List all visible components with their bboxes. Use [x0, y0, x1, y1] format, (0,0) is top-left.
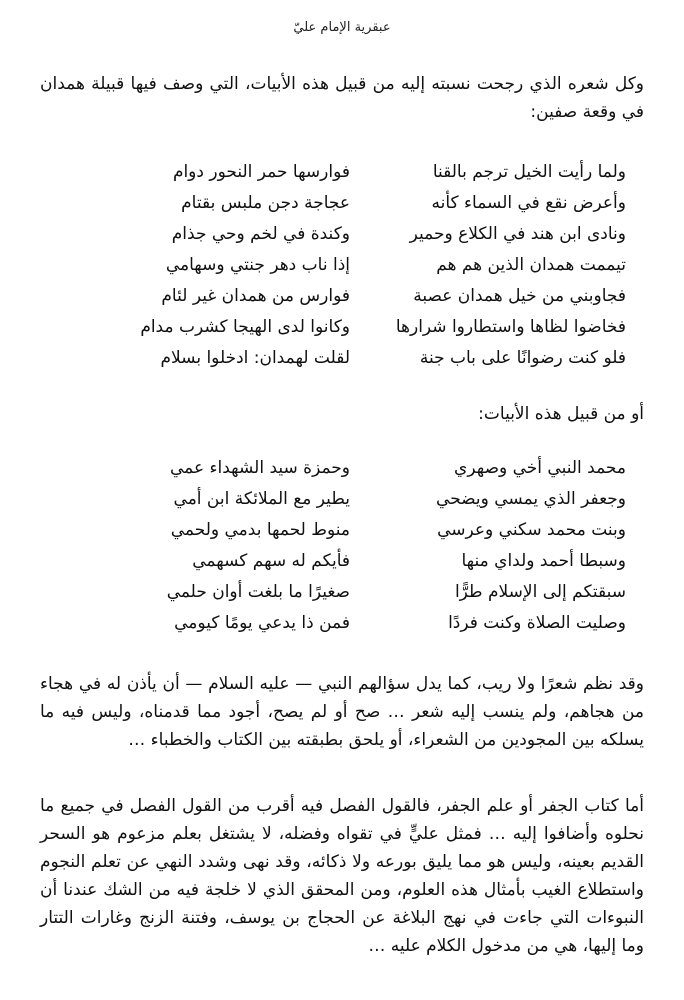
verse-second-hemistich: منوط لحمها بدمي ولحمي: [170, 520, 350, 540]
verse-first-hemistich: وجعفر الذي يمسي ويضحي: [436, 489, 626, 509]
poem-verse: [84, 157, 626, 188]
jafr-paragraph: أما كتاب الجفر أو علم الجفر، فالقول الفصل فيه أقرب من القول الفصل في جميع ما نحلوه وأضافوا إليه … فمثل عليٍّ في تقواه وفضله، لا يشتغل بعلم مزعوم هو السحر القديم بعينه، وليس هو مما يليق بورعه ولا ذكائه، وقد نهى وشدد النهي عن تعلم النجوم واستطلاع الغيب بأمثال هذه العلوم، ومن المحقق الذي لا خلجة فيه من الشك عندنا أن النبوءات التي جاءت في نهج البلاغة عن الحجاج بن يوسف، وفتنة الزنج وغارات التتار وما إليها، هي من مدخول الكلام عليه …: [40, 796, 644, 956]
poem-verse: [84, 250, 626, 281]
poetry-commentary-paragraph: وقد نظم شعرًا ولا ريب، كما يدل سؤالهم النبي — عليه السلام — أن يأذن له في هجاء من هجاهم، ولم ينسب إليه شعر … صح أو لم يصح، أجود مما قدمناه، وليس فيه ما يسلكه بين المجودين من الشعراء، أو يلحق بطبقته بين الكتاب والخطباء …: [40, 674, 644, 750]
verse-first-hemistich: وبنت محمد سكني وعرسي: [437, 520, 626, 540]
verse-second-hemistich: لقلت لهمدان: ادخلوا بسلام: [160, 348, 350, 368]
poem-verse: [84, 546, 626, 577]
poem-verse: [84, 343, 626, 374]
hamdan-poem: [84, 157, 626, 374]
verse-second-hemistich: فمن ذا يدعي يومًا كيومي: [174, 613, 350, 633]
verse-second-hemistich: إذا ناب دهر جنتي وسهامي: [165, 255, 350, 275]
verse-first-hemistich: سبقتكم إلى الإسلام طرًّا: [454, 582, 626, 602]
verse-first-hemistich: تيممت همدان الذين هم هم: [436, 255, 626, 275]
poem-verse: [84, 515, 626, 546]
verse-second-hemistich: وكانوا لدى الهيجا كشرب مدام: [140, 317, 350, 337]
intro-paragraph: وكل شعره الذي رجحت نسبته إليه من قبيل هذه الأبيات، التي وصف فيها قبيلة همدان في وقعة صفين:: [40, 74, 644, 122]
verse-second-hemistich: فوارس من همدان غير لئام: [161, 286, 350, 306]
verse-first-hemistich: وأعرض نقع في السماء كأنه: [431, 193, 626, 213]
poem-verse: [84, 312, 626, 343]
verse-first-hemistich: ونادى ابن هند في الكلاع وحمير: [409, 224, 626, 244]
poem-verse: [84, 188, 626, 219]
poem-verse: [84, 608, 626, 639]
second-intro-paragraph: أو من قبيل هذه الأبيات:: [478, 404, 644, 424]
verse-second-hemistich: وحمزة سيد الشهداء عمي: [169, 458, 350, 478]
verse-second-hemistich: فوارسها حمر النحور دوام: [172, 162, 350, 182]
poem-verse: [84, 577, 626, 608]
verse-second-hemistich: صغيرًا ما بلغت أوان حلمي: [166, 582, 350, 602]
poem-verse: [84, 453, 626, 484]
verse-first-hemistich: ولما رأيت الخيل ترجم بالقنا: [432, 162, 626, 182]
verse-first-hemistich: فجاوبني من خيل همدان عصبة: [413, 286, 626, 306]
poem-verse: [84, 484, 626, 515]
verse-first-hemistich: فلو كنت رضوانًا على باب جنة: [419, 348, 626, 368]
verse-first-hemistich: محمد النبي أخي وصهري: [454, 458, 626, 478]
poem-verse: [84, 219, 626, 250]
verse-second-hemistich: فأيكم له سهم كسهمي: [192, 551, 350, 571]
verse-first-hemistich: وصليت الصلاة وكنت فردًا: [448, 613, 626, 633]
poem-verse: [84, 281, 626, 312]
verse-second-hemistich: يطير مع الملائكة ابن أمي: [173, 489, 350, 509]
kinship-poem: [84, 453, 626, 639]
verse-second-hemistich: عجاجة دجن ملبس بقتام: [181, 193, 350, 213]
verse-first-hemistich: فخاضوا لظاها واستطاروا شرارها: [395, 317, 626, 337]
verse-first-hemistich: وسبطا أحمد ولداي منها: [461, 551, 626, 571]
running-head-title: عبقرية الإمام عليّ: [293, 20, 391, 35]
verse-second-hemistich: وكندة في لخم وحي جذام: [171, 224, 350, 244]
